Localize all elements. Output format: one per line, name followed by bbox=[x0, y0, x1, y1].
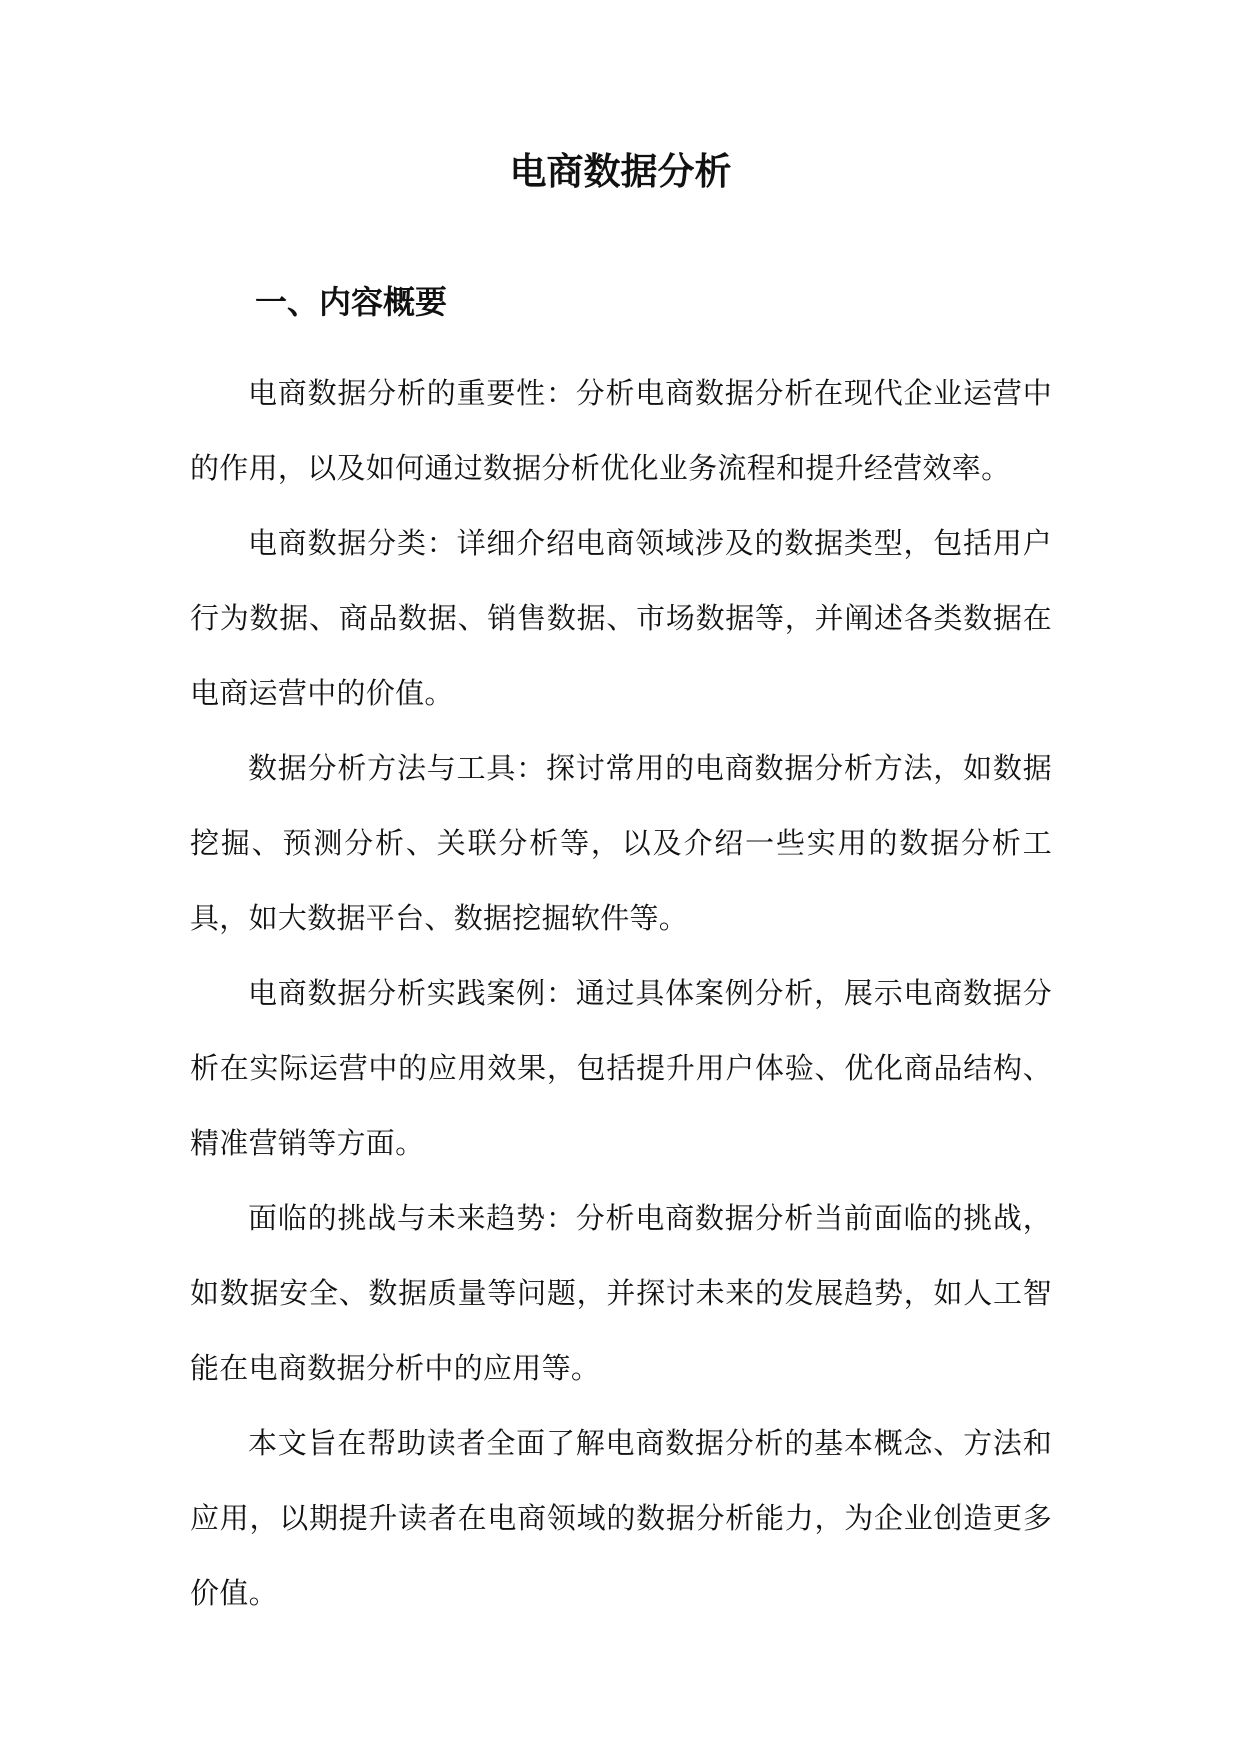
paragraph-challenges-trends: 面临的挑战与未来趋势：分析电商数据分析当前面临的挑战，如数据安全、数据质量等问题，并探讨未来的发展趋势，如人工智能在电商数据分析中的应用等。 bbox=[190, 1201, 1052, 1385]
paragraph-methods-tools: 数据分析方法与工具：探讨常用的电商数据分析方法，如数据挖掘、预测分析、关联分析等，以及介绍一些实用的数据分析工具，如大数据平台、数据挖掘软件等。 bbox=[190, 751, 1052, 935]
section-heading: 一、内容概要 bbox=[255, 283, 448, 321]
paragraph-data-categories: 电商数据分类：详细介绍电商领域涉及的数据类型，包括用户行为数据、商品数据、销售数据、市场数据等，并阐述各类数据在电商运营中的价值。 bbox=[190, 526, 1052, 710]
document-title: 电商数据分析 bbox=[509, 150, 732, 193]
paragraph-importance: 电商数据分析的重要性：分析电商数据分析在现代企业运营中的作用，以及如何通过数据分析优化业务流程和提升经营效率。 bbox=[190, 376, 1052, 485]
section-body bbox=[190, 356, 1052, 1631]
paragraph-purpose: 本文旨在帮助读者全面了解电商数据分析的基本概念、方法和应用，以期提升读者在电商领域的数据分析能力，为企业创造更多价值。 bbox=[190, 1426, 1052, 1610]
paragraph-practice-cases: 电商数据分析实践案例：通过具体案例分析，展示电商数据分析在实际运营中的应用效果，包括提升用户体验、优化商品结构、精准营销等方面。 bbox=[190, 976, 1052, 1160]
